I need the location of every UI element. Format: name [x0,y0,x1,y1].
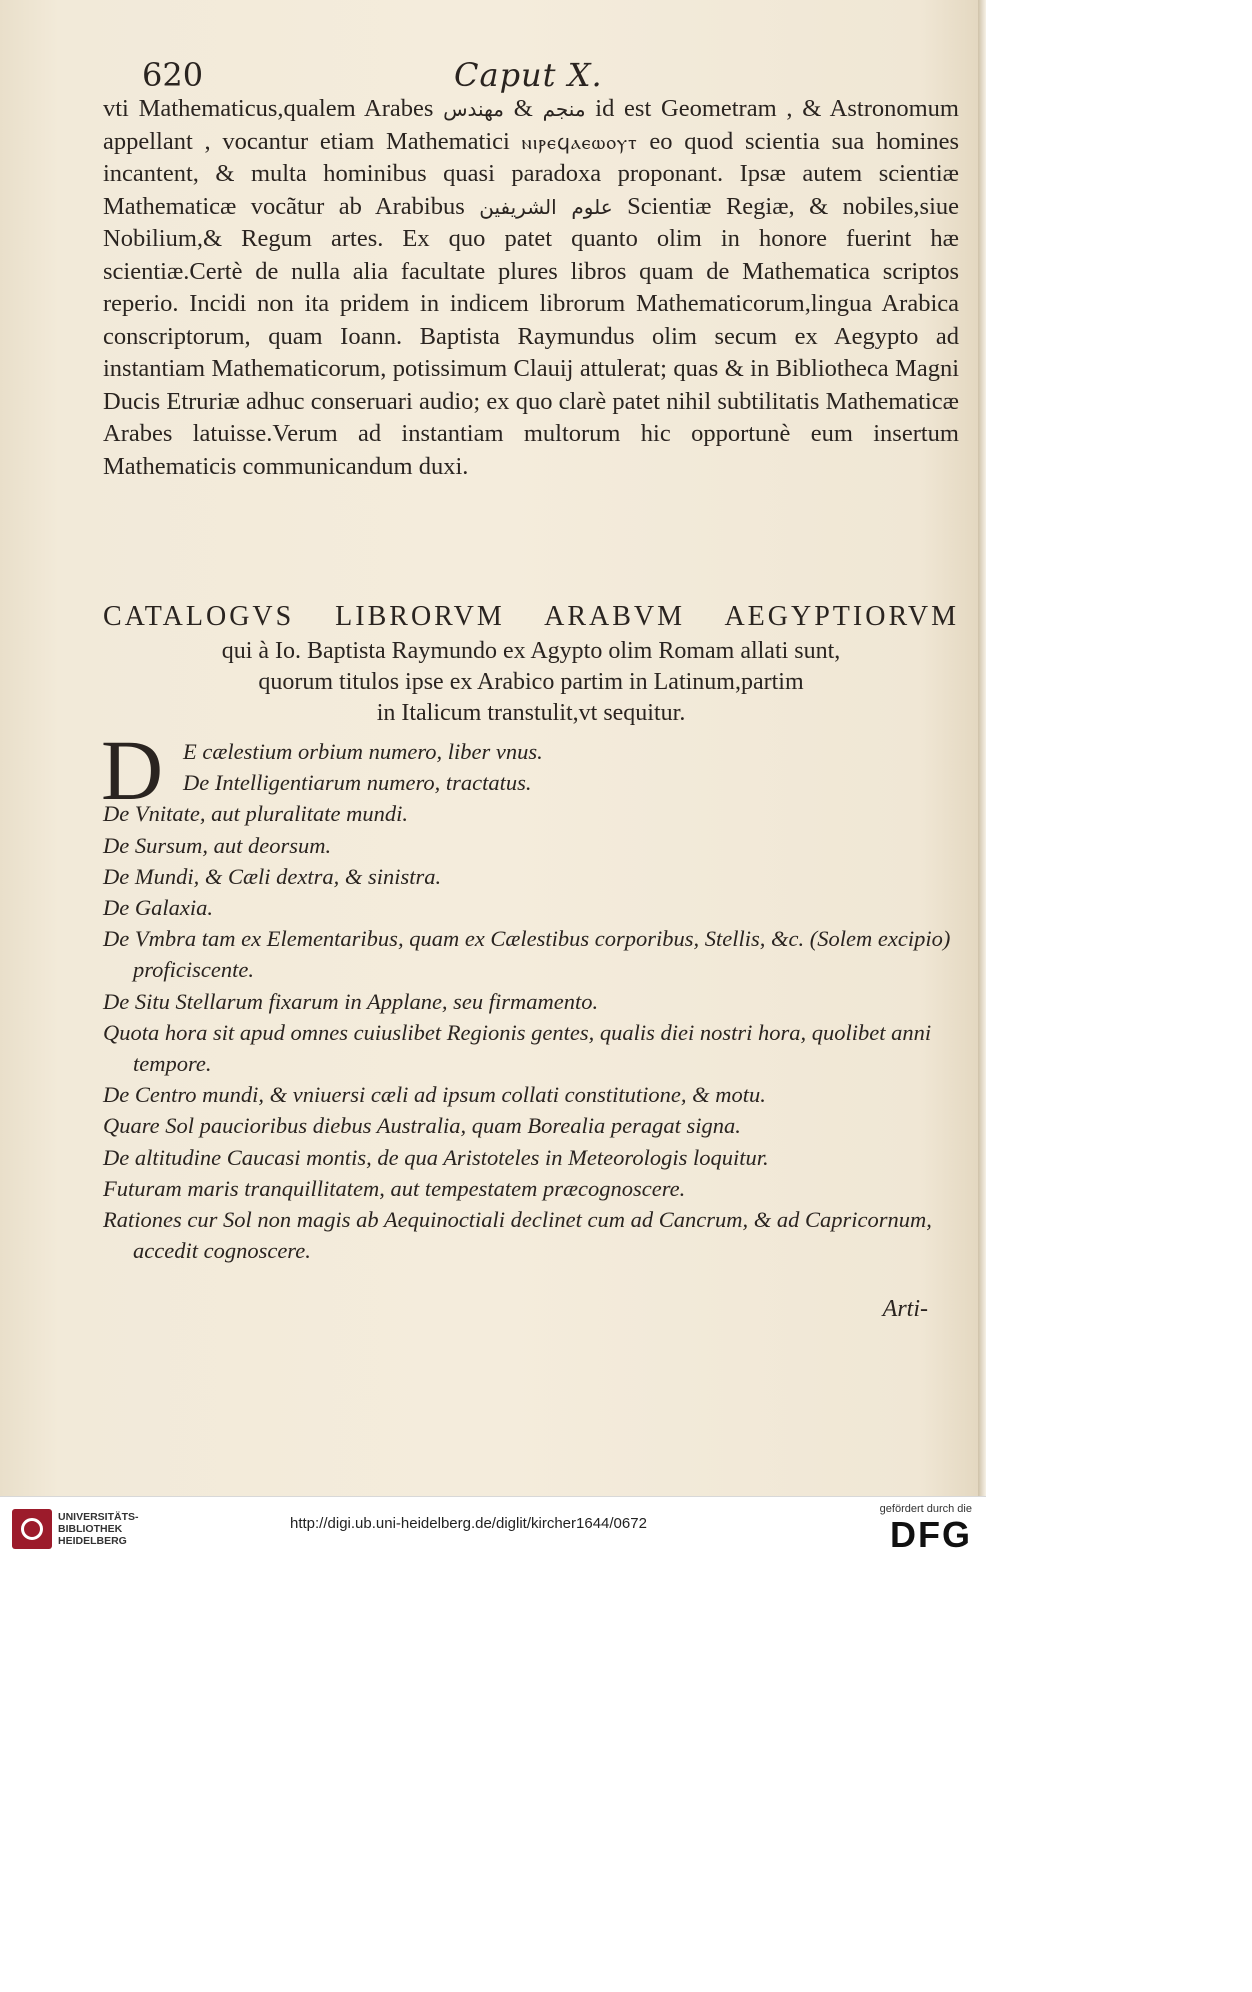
catalog-entry: De Galaxia. [103,895,213,921]
catalog-subtitle-line: qui à Io. Baptista Raymundo ex Agypto olim Romam allati sunt, [221,638,841,664]
running-head [142,56,938,96]
catalog-entry: De Mundi, & Cæli dextra, & sinistra. [103,863,442,889]
arabic-word-astronomer: منجم [542,97,586,121]
page-number: 620 [142,56,204,94]
paragraph [103,93,959,483]
arabic-word-geometer: مهندس [443,97,505,121]
drop-cap: D [101,722,164,818]
catalog-entry: Quare Sol paucioribus diebus Australia, quam Borealia peragat signa. [103,1113,741,1139]
catalog-entries [101,722,959,1266]
library-name [58,1511,139,1547]
dfg-logo[interactable]: DFG [890,1514,972,1555]
page-edge-shadow [978,0,986,1496]
catalog-title: CATALOGVS LIBRORVM ARABVM AEGYPTIORVM [103,601,959,632]
catalog-subtitle-line: in Italicum transtulit,vt sequitur. [376,700,686,726]
library-name-line: HEIDELBERG [58,1535,127,1547]
catalog-entry: E cælestium orbium numero, liber vnus. [183,739,543,764]
catalog-entry: De Vnitate, aut pluralitate mundi. [103,801,408,827]
text-segment: Scientiæ Regiæ, & nobiles,siue Nobilium,& Regum artes. Ex quo patet quanto olim in honore fuerint hæ scientiæ.Certè de nulla alia facultate plures libros quam de Mathematica scriptos reperio. Incidi non ita pridem in indicem librorum Mathematicorum,lingua Arabica conscriptorum, quam Ioann. Baptista Raymundus olim secum ex Aegypto ad instantiam Mathematicorum, potissimum Clauij attulerat; quas & in Bibliotheca Magni Ducis Etruriæ adhuc conseruari audio; ex quo clarè patet nihil subtilitatis Mathematicæ Arabes latuisse.Verum ad instantiam multorum hic opportunè eum insertum Mathematicis communicandum duxi. [103,192,960,480]
coptic-word: ⲛⲓⲣⲉϥⲁⲉⲱⲟⲩⲧ [521,129,638,154]
catalog-entry: De Centro mundi, & vniuersi cæli ad ipsum collati constitutione, & motu. [103,1082,766,1108]
permalink-url[interactable]: http://digi.ub.uni-heidelberg.de/diglit/kircher1644/0672 [290,1515,647,1532]
running-title: Caput X. [454,56,603,94]
catalog-entry: Rationes cur Sol non magis ab Aequinoctiali declinet cum ad Cancrum, & ad Capricornum, accedit cognoscere. [103,1207,932,1264]
catalog-entry: Futuram maris tranquillitatem, aut tempestatem præcognoscere. [103,1175,686,1201]
university-library-logo-icon[interactable] [12,1509,52,1549]
funder-credit [880,1503,972,1555]
catchword: Arti- [882,1296,928,1322]
text-segment: & [504,95,543,122]
catalog-entry: De Intelligentiarum numero, tractatus. [183,770,532,796]
catalog-subtitle-line: quorum titulos ipse ex Arabico partim in Latinum,partim [258,669,804,695]
library-name-line: UNIVERSITÄTS- [58,1511,139,1523]
text-segment: id est Geometram , & Astronomum appellant , vocantur etiam Mathematici [103,95,959,155]
catalog-entry: De Sursum, aut deorsum. [103,832,332,858]
text-segment: vti Mathematicus,qualem Arabes [103,95,444,122]
catalog-entry: De Situ Stellarum fixarum in Applane, seu firmamento. [103,988,599,1014]
funder-label: gefördert durch die [879,1503,972,1515]
catalog-heading [103,598,959,729]
catalog-entry: De altitudine Caucasi montis, de qua Aristoteles in Meteorologis loquitur. [103,1144,769,1170]
catalog-entry: De Vmbra tam ex Elementaribus, quam ex Cælestibus corporibus, Stellis, &c. (Solem excipio) proficiscente. [103,926,951,983]
catalog-entry: Quota hora sit apud omnes cuiuslibet Regionis gentes, qualis diei nostri hora, quolibet anni tempore. [103,1019,932,1077]
library-name-line: BIBLIOTHEK [58,1523,123,1535]
text-segment: eo quod scientia sua homines incantent, & multa hominibus quasi paradoxa proponant. Ipsæ autem scientiæ Mathematicæ vocãtur ab Arabibus [103,127,960,220]
viewer-footer [0,1496,986,1569]
arabic-phrase: علوم الشريفين [479,194,613,219]
body-paragraph [103,93,959,483]
